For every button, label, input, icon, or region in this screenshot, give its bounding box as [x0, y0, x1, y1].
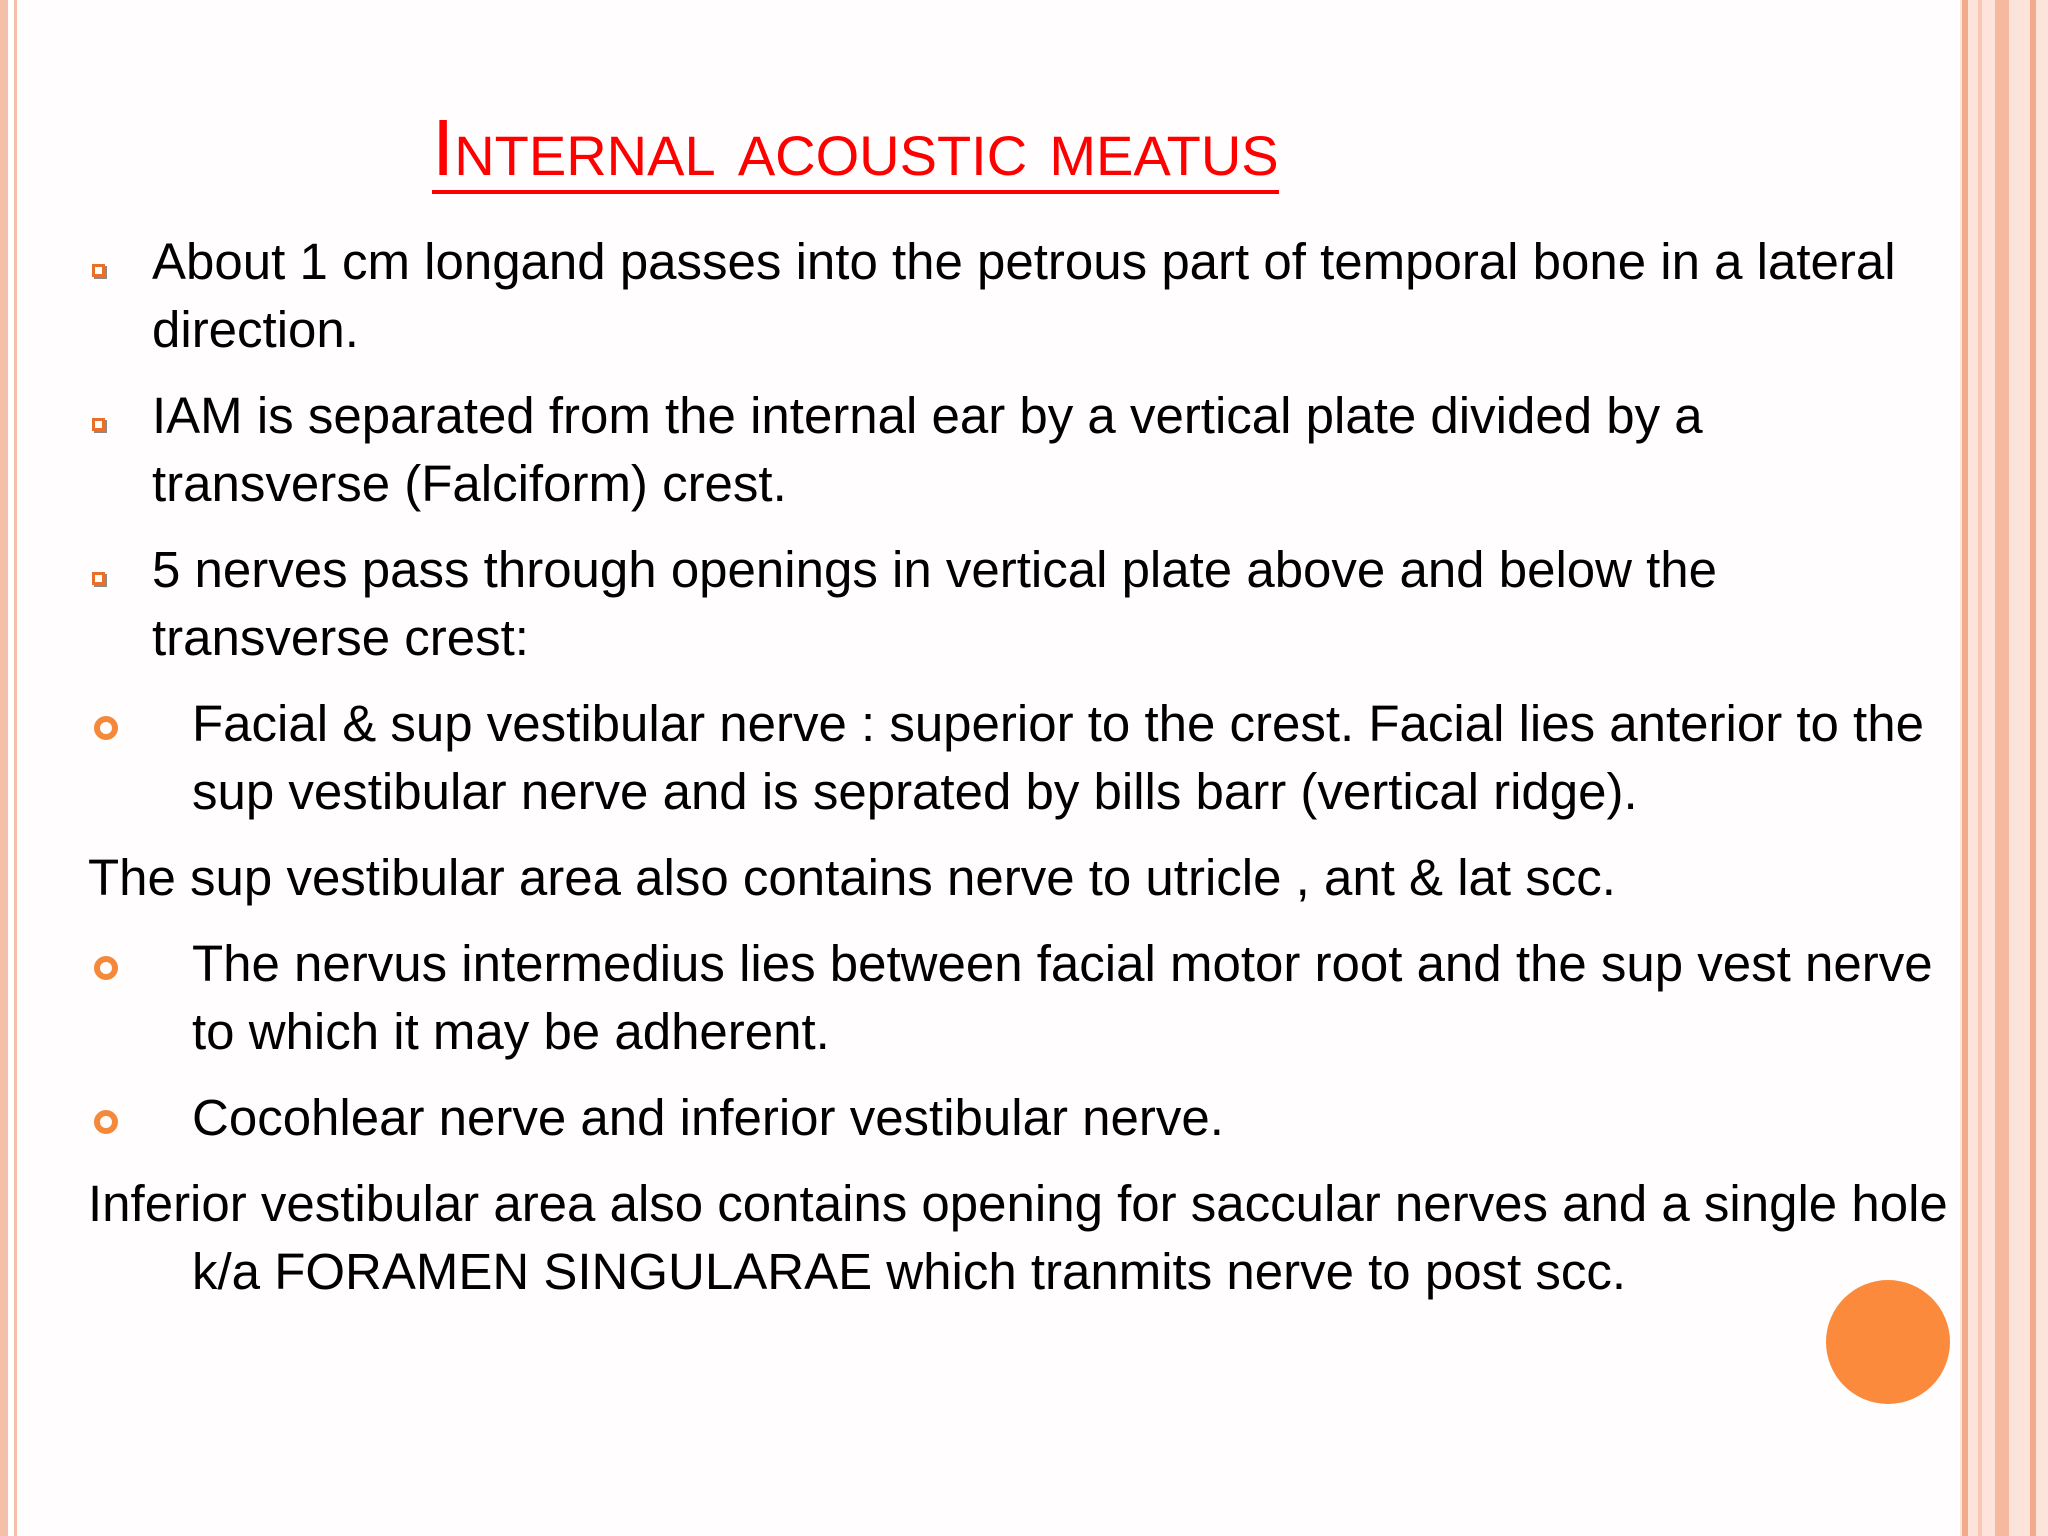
- bullet-item: [88, 1084, 1948, 1152]
- bullet-text: Facial & sup vestibular nerve : superior to the crest. Facial lies anterior to the sup vestibular nerve and is seprated by bills barr (vertical ridge).: [192, 695, 1924, 820]
- bullet-item: [88, 536, 1948, 672]
- paragraph: [88, 844, 1948, 912]
- bullet-text: About 1 cm longand passes into the petrous part of temporal bone in a lateral direction.: [152, 233, 1896, 358]
- left-border-line: [14, 0, 17, 1536]
- circle-bullet-icon: [94, 1110, 118, 1134]
- slide-content: [88, 228, 1948, 1324]
- slide-title: Internal acoustic meatus: [432, 103, 1279, 192]
- paragraph-text: Inferior vestibular area also contains opening for saccular nerves and a single hole k/a FORAMEN SINGULARAE which tranmits nerve to post scc.: [88, 1175, 1948, 1300]
- decorative-circle: [1826, 1280, 1950, 1404]
- right-border-stripe: [1962, 0, 1968, 1536]
- square-bullet-icon: [92, 264, 105, 277]
- right-border-stripe: [1995, 0, 2009, 1536]
- bullet-item: [88, 690, 1948, 826]
- circle-bullet-icon: [94, 716, 118, 740]
- bullet-text: IAM is separated from the internal ear by a vertical plate divided by a transverse (Falciform) crest.: [152, 387, 1703, 512]
- bullet-item: [88, 930, 1948, 1066]
- bullet-text: The nervus intermedius lies between facial motor root and the sup vest nerve to which it may be adherent.: [192, 935, 1933, 1060]
- square-bullet-icon: [92, 572, 105, 585]
- bullet-item: [88, 228, 1948, 364]
- left-border-stripe: [0, 0, 8, 1536]
- bullet-text: Cocohlear nerve and inferior vestibular nerve.: [192, 1089, 1224, 1146]
- right-border-stripe: [1978, 0, 1982, 1536]
- paragraph-text: The sup vestibular area also contains nerve to utricle , ant & lat scc.: [88, 849, 1616, 906]
- bullet-item: [88, 382, 1948, 518]
- circle-bullet-icon: [94, 956, 118, 980]
- bullet-text: 5 nerves pass through openings in vertical plate above and below the transverse crest:: [152, 541, 1718, 666]
- paragraph: [88, 1170, 1948, 1306]
- right-border-stripe: [2030, 0, 2036, 1536]
- square-bullet-icon: [92, 418, 105, 431]
